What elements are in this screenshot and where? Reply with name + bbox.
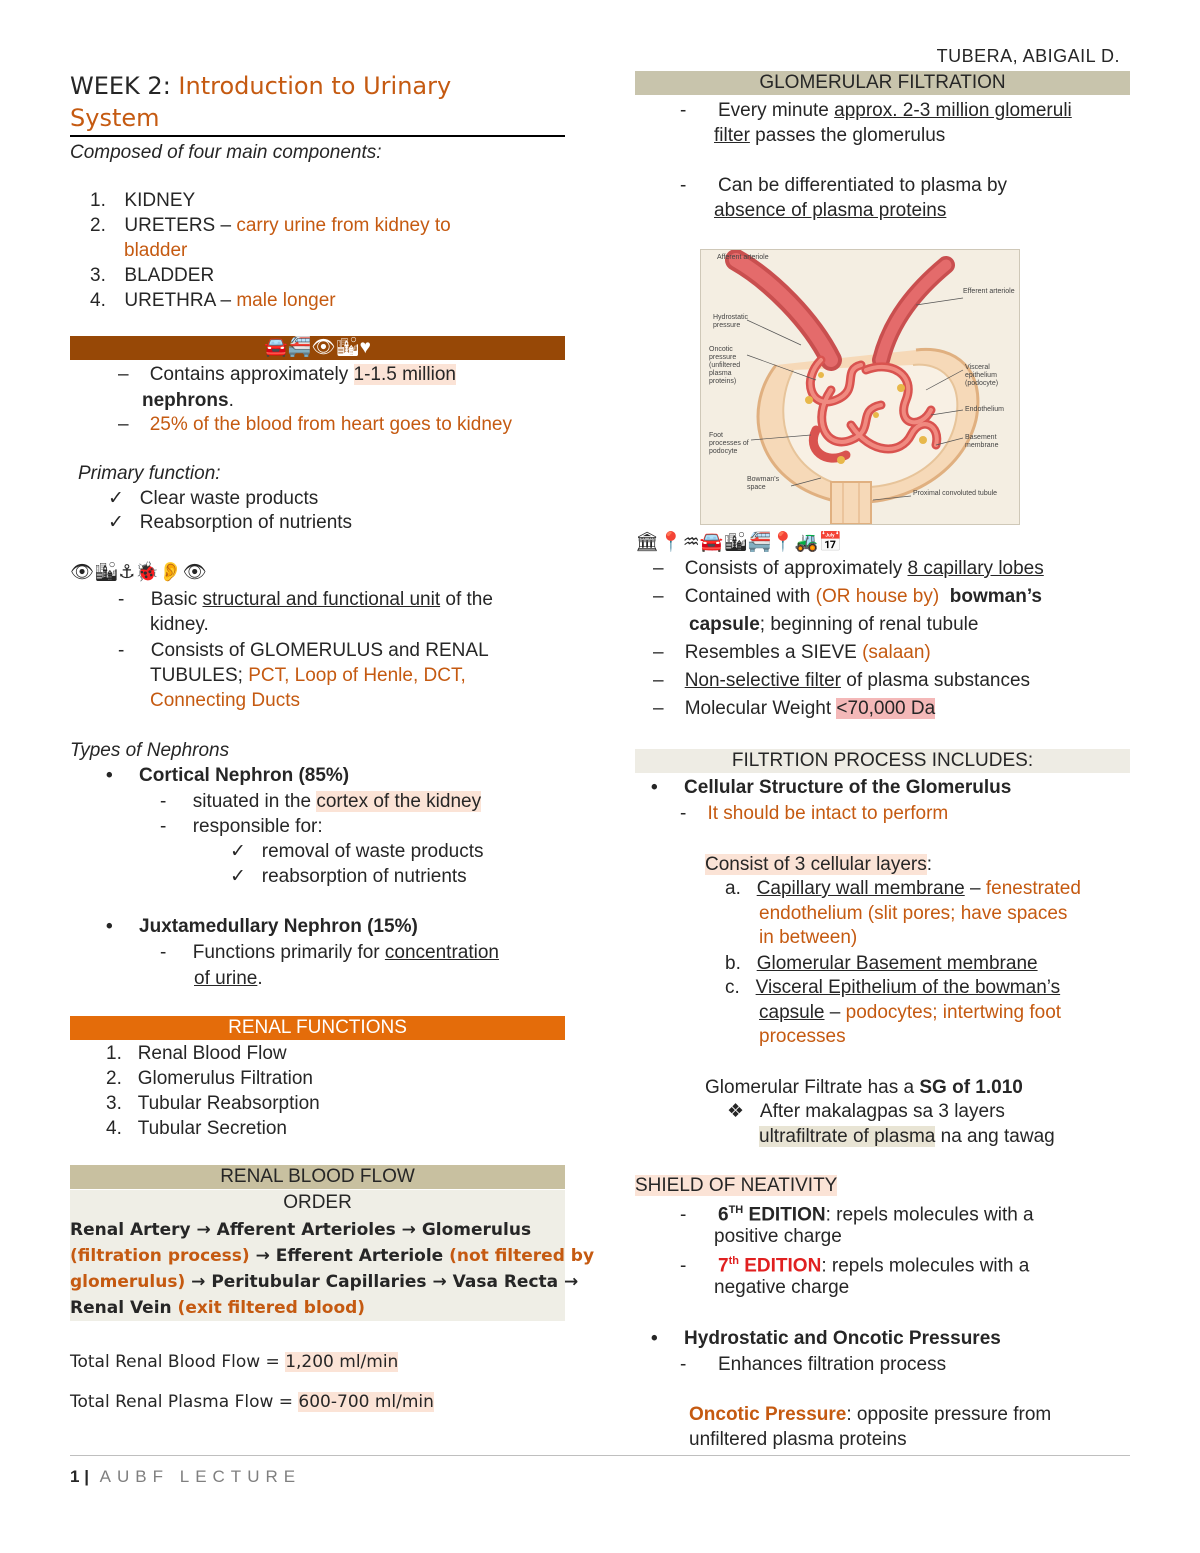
list-item: 2. Glomerulus Filtration bbox=[106, 1068, 313, 1089]
sub-item: - Enhances filtration process bbox=[680, 1354, 947, 1375]
sg-line: Glomerular Filtrate has a SG of 1.010 bbox=[705, 1077, 1023, 1098]
list-item: 4. Tubular Secretion bbox=[106, 1118, 287, 1139]
check-icon: ✓ bbox=[230, 866, 246, 887]
list-item: 3. Tubular Reabsorption bbox=[106, 1093, 320, 1114]
list-item: 4. URETHRA – male longer bbox=[90, 290, 336, 311]
renal-blood-flow-header: RENAL BLOOD FLOW bbox=[70, 1165, 565, 1189]
bullet-item: • Cortical Nephron (85%) bbox=[106, 765, 350, 786]
diagram-label: Bowman's space bbox=[747, 476, 780, 491]
author-name: TUBERA, ABIGAIL D. bbox=[936, 46, 1120, 66]
list-item-cont: bladder bbox=[124, 240, 188, 261]
edition-item: - 6TH EDITION: repels molecules with a bbox=[680, 1204, 1034, 1226]
diagram-label: Foot processes of podocyte bbox=[709, 432, 749, 455]
topic-title: Introduction to Urinary bbox=[178, 72, 452, 100]
glomerulus-point-cont: capsule; beginning of renal tubule bbox=[689, 614, 979, 635]
check-item: ✓ Clear waste products bbox=[108, 488, 319, 509]
diagram-label: Oncotic pressure (unfiltered plasma proteins) bbox=[709, 346, 741, 385]
diagram-label: Hydrostatic pressure bbox=[713, 314, 749, 329]
kidney-point: – Contains approximately 1-1.5 million bbox=[118, 364, 456, 385]
glomerulus-point: – Resembles a SIEVE (salaan) bbox=[653, 642, 931, 663]
layer-item: c. Visceral Epithelium of the bowman’s bbox=[725, 977, 1061, 998]
glomerulus-diagram bbox=[700, 249, 1020, 525]
layer-item-cont: capsule – podocytes; intertwing foot bbox=[759, 1002, 1062, 1023]
page-number: 1 bbox=[70, 1467, 80, 1486]
filtration-point: - Can be differentiated to plasma by bbox=[680, 175, 1008, 196]
check-item: ✓ reabsorption of nutrients bbox=[230, 866, 467, 887]
oncotic-definition-cont: unfiltered plasma proteins bbox=[689, 1429, 907, 1450]
check-item: ✓ removal of waste products bbox=[230, 841, 484, 862]
nephron-point-cont: TUBULES; PCT, Loop of Henle, DCT, bbox=[150, 665, 466, 686]
lecture-label: AUBF LECTURE bbox=[99, 1467, 302, 1486]
intro-text: Composed of four main components: bbox=[70, 142, 382, 163]
filtration-process-header: FILTRTION PROCESS INCLUDES: bbox=[635, 749, 1130, 773]
list-item: 1. Renal Blood Flow bbox=[106, 1043, 287, 1064]
flow-line: Renal Vein (exit filtered blood) bbox=[70, 1298, 366, 1318]
diagram-label: Proximal convoluted tubule bbox=[913, 490, 998, 497]
list-item: 2. URETERS – carry urine from kidney to bbox=[90, 215, 451, 236]
diamond-item: ❖ After makalagpas sa 3 layers bbox=[727, 1101, 1005, 1122]
renal-functions-header: RENAL FUNCTIONS bbox=[70, 1016, 565, 1040]
layer-item: b. Glomerular Basement membrane bbox=[725, 953, 1038, 974]
footer-divider bbox=[70, 1455, 1130, 1456]
footer: 1 | AUBF LECTURE bbox=[70, 1467, 302, 1486]
sub-item: - It should be intact to perform bbox=[680, 803, 949, 824]
bullet-item: • Hydrostatic and Oncotic Pressures bbox=[651, 1328, 1001, 1349]
layer-item-cont: endothelium (slit pores; have spaces bbox=[759, 903, 1068, 924]
flow-line: (filtration process) → Efferent Arteriole (not filtered by bbox=[70, 1246, 595, 1266]
check-item: ✓ Reabsorption of nutrients bbox=[108, 512, 353, 533]
glomerulus-header: 🏛📍♒🚘🏙🚝📍🚜📅 bbox=[635, 532, 843, 553]
edition-item-cont: positive charge bbox=[714, 1226, 842, 1247]
glomerular-filtration-header: GLOMERULAR FILTRATION bbox=[635, 71, 1130, 95]
bullet-item: • Cellular Structure of the Glomerulus bbox=[651, 777, 1012, 798]
filtration-point-cont: absence of plasma proteins bbox=[714, 200, 947, 221]
types-label: Types of Nephrons bbox=[70, 740, 230, 761]
primary-function-label: Primary function: bbox=[78, 463, 221, 484]
title-divider bbox=[70, 135, 565, 137]
diamond-icon: ❖ bbox=[727, 1101, 745, 1122]
total-plasma-flow: Total Renal Plasma Flow = 600-700 ml/min bbox=[70, 1392, 434, 1412]
sub-item: - Functions primarily for concentration bbox=[160, 942, 499, 963]
topic-title-cont: System bbox=[70, 104, 160, 132]
diamond-item-cont: ultrafiltrate of plasma na ang tawag bbox=[759, 1126, 1055, 1147]
sub-item: - responsible for: bbox=[160, 816, 323, 837]
nephron-point: - Basic structural and functional unit of the bbox=[118, 589, 493, 610]
edition-item-cont: negative charge bbox=[714, 1277, 850, 1298]
edition-item: - 7th EDITION: repels molecules with a bbox=[680, 1255, 1030, 1277]
kidney-point: – 25% of the blood from heart goes to kidney bbox=[118, 414, 512, 435]
diagram-label: Endothelium bbox=[965, 406, 1004, 413]
check-icon: ✓ bbox=[108, 512, 124, 533]
oncotic-definition: Oncotic Pressure: opposite pressure from bbox=[689, 1404, 1052, 1425]
page-title bbox=[70, 74, 451, 99]
nephron-point-cont: kidney. bbox=[150, 614, 209, 635]
layers-label: Consist of 3 cellular layers: bbox=[705, 854, 933, 875]
diagram-label: Efferent arteriole bbox=[963, 288, 1015, 295]
nephron-point-cont: Connecting Ducts bbox=[150, 690, 300, 711]
diagram-label: Basement membrane bbox=[965, 434, 999, 449]
check-icon: ✓ bbox=[108, 488, 124, 509]
list-item: 1. KIDNEY bbox=[90, 190, 196, 211]
shield-label: SHIELD OF NEATIVITY bbox=[635, 1175, 838, 1196]
check-icon: ✓ bbox=[230, 841, 246, 862]
flow-line: glomerulus) → Peritubular Capillaries → Vasa Recta → bbox=[70, 1272, 579, 1292]
glomerulus-point: – Molecular Weight <70,000 Da bbox=[653, 698, 936, 719]
order-label: ORDER bbox=[283, 1192, 352, 1213]
filtration-point-cont: filter passes the glomerulus bbox=[714, 125, 946, 146]
filtration-point: - Every minute approx. 2-3 million glomeruli bbox=[680, 100, 1072, 121]
list-item: 3. BLADDER bbox=[90, 265, 215, 286]
glomerulus-point: – Consists of approximately 8 capillary lobes bbox=[653, 558, 1044, 579]
sub-item-cont: of urine. bbox=[194, 968, 263, 989]
sub-item: - situated in the cortex of the kidney bbox=[160, 791, 482, 812]
diagram-label: Afferent arteriole bbox=[717, 254, 769, 261]
glomerulus-point: – Non-selective filter of plasma substances bbox=[653, 670, 1031, 691]
nephron-point: - Consists of GLOMERULUS and RENAL bbox=[118, 640, 489, 661]
flow-box bbox=[70, 1190, 595, 1321]
nephron-header: 👁🏙⚓🐞👂👁 bbox=[70, 562, 207, 583]
layer-item: a. Capillary wall membrane – fenestrated bbox=[725, 878, 1081, 899]
glomerulus-point: – Contained with (OR house by) bowman’s bbox=[653, 586, 1042, 607]
layer-item-cont: in between) bbox=[759, 927, 858, 948]
kidney-point-cont: nephrons. bbox=[142, 390, 234, 411]
layer-item-cont: processes bbox=[759, 1026, 846, 1047]
total-blood-flow: Total Renal Blood Flow = 1,200 ml/min bbox=[70, 1352, 399, 1372]
flow-line: Renal Artery → Afferent Arterioles → Glomerulus bbox=[70, 1220, 532, 1240]
diagram-label: Visceral epithelium (podocyte) bbox=[965, 364, 999, 387]
bullet-item: • Juxtamedullary Nephron (15%) bbox=[106, 916, 418, 937]
kidney-header: 🚘🚝👁🏙♥ bbox=[70, 336, 565, 360]
week-label: WEEK 2: bbox=[70, 72, 171, 100]
